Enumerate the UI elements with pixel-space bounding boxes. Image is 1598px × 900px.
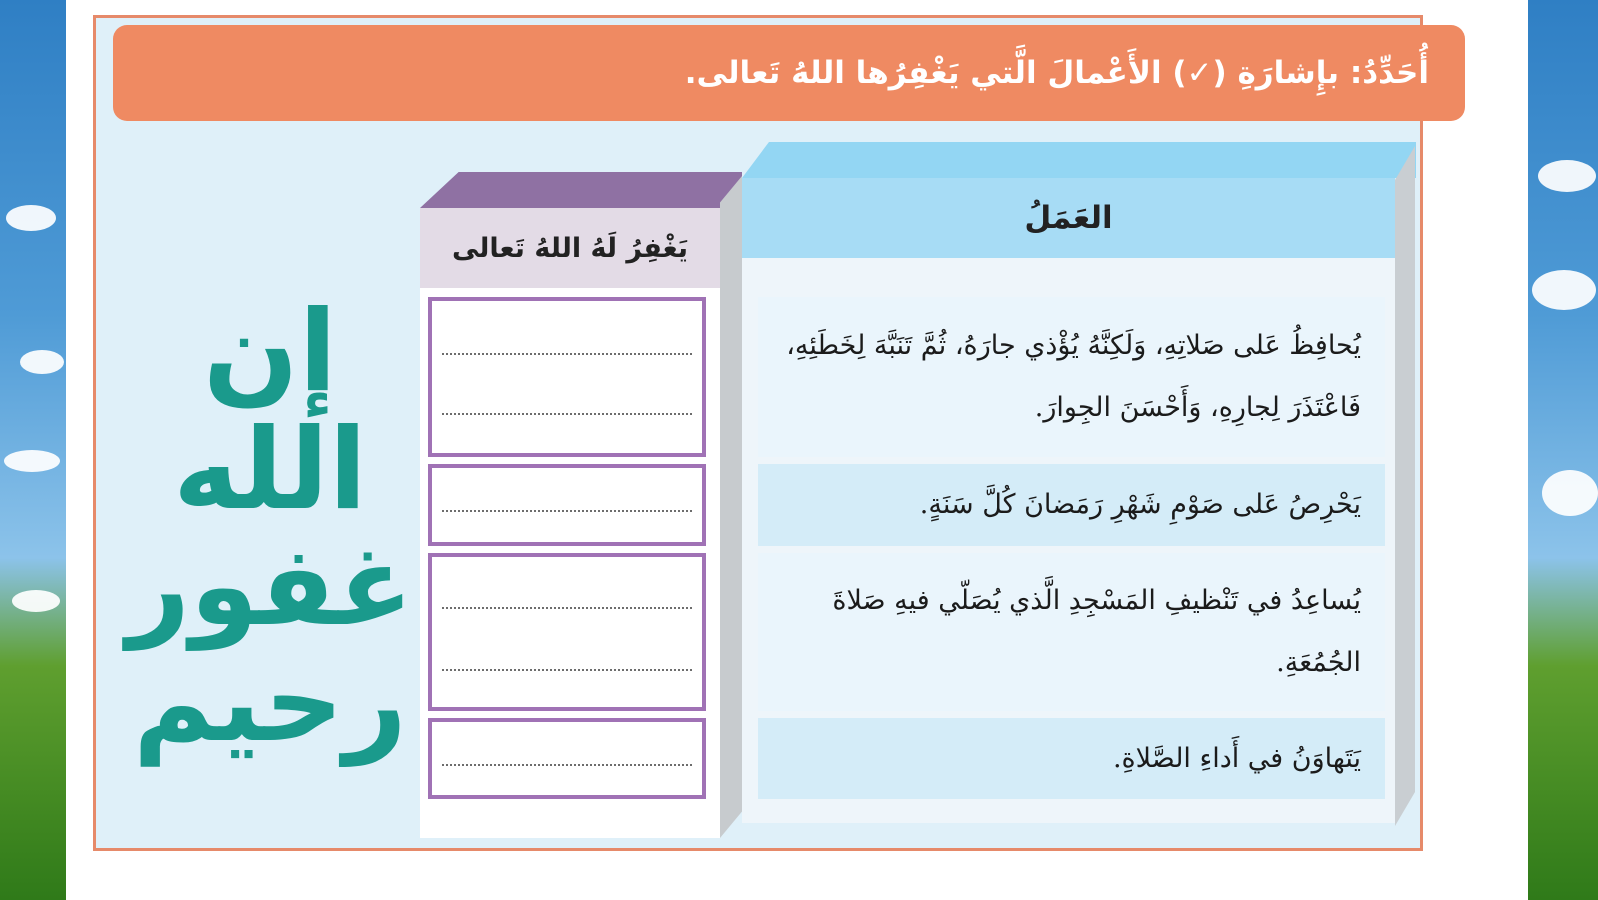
row-text: يُحافِظُ عَلى صَلاتِهِ، وَلَكِنَّهُ يُؤْذي جارَهُ، ثُمَّ تَنَبَّهَ لِخَطَئِهِ، فَاعْتَذَرَ لِجارِهِ، وَأَحْسَنَ الجِوارَ. [786,330,1361,423]
answer-box-4[interactable] [428,718,706,799]
work-column-top-face [742,142,1416,178]
answer-header-label: يَغْفِرُ لَهُ اللهُ تَعالى [451,232,689,264]
answer-column-top-face [420,172,742,208]
answer-box-1[interactable] [428,297,706,457]
instruction-banner [113,25,1465,121]
work-column-side-face [1395,146,1415,826]
table-row [758,718,1385,799]
answer-box-3[interactable] [428,553,706,711]
calligraphy-verse [120,222,420,832]
work-column-header [742,178,1395,258]
answer-line [442,607,692,609]
answer-line [442,353,692,355]
answer-line [442,764,692,766]
answer-line [442,510,692,512]
answer-box-2[interactable] [428,464,706,546]
table-row [758,297,1385,457]
background-right-panel [1528,0,1598,900]
row-text: يَحْرِصُ عَلى صَوْمِ شَهْرِ رَمَضانَ كُلَّ سَنَةٍ. [919,489,1361,520]
work-header-label: العَمَلُ [1024,200,1113,236]
calligraphy-line-1: إن الله [172,286,368,535]
table-row [758,464,1385,546]
row-text: يَتَهاوَنُ في أَداءِ الصَّلاةِ. [1112,742,1361,774]
instruction-text: أُحَدِّدُ: بإِشارَةِ (✓) الأَعْمالَ الَّتي يَغْفِرُها اللهُ تَعالى. [684,55,1429,91]
calligraphy-line-2: غفور [126,522,414,651]
answer-column-side-face [720,176,742,838]
calligraphy-line-3: رحيم [133,637,407,766]
background-left-panel [0,0,66,900]
row-text: يُساعِدُ في تَنْظيفِ المَسْجِدِ الَّذي يُصَلّي فيهِ صَلاةَ الجُمُعَةِ. [832,585,1361,678]
answer-column-header [420,208,720,288]
answer-line [442,669,692,671]
answer-line [442,413,692,415]
table-row [758,553,1385,711]
